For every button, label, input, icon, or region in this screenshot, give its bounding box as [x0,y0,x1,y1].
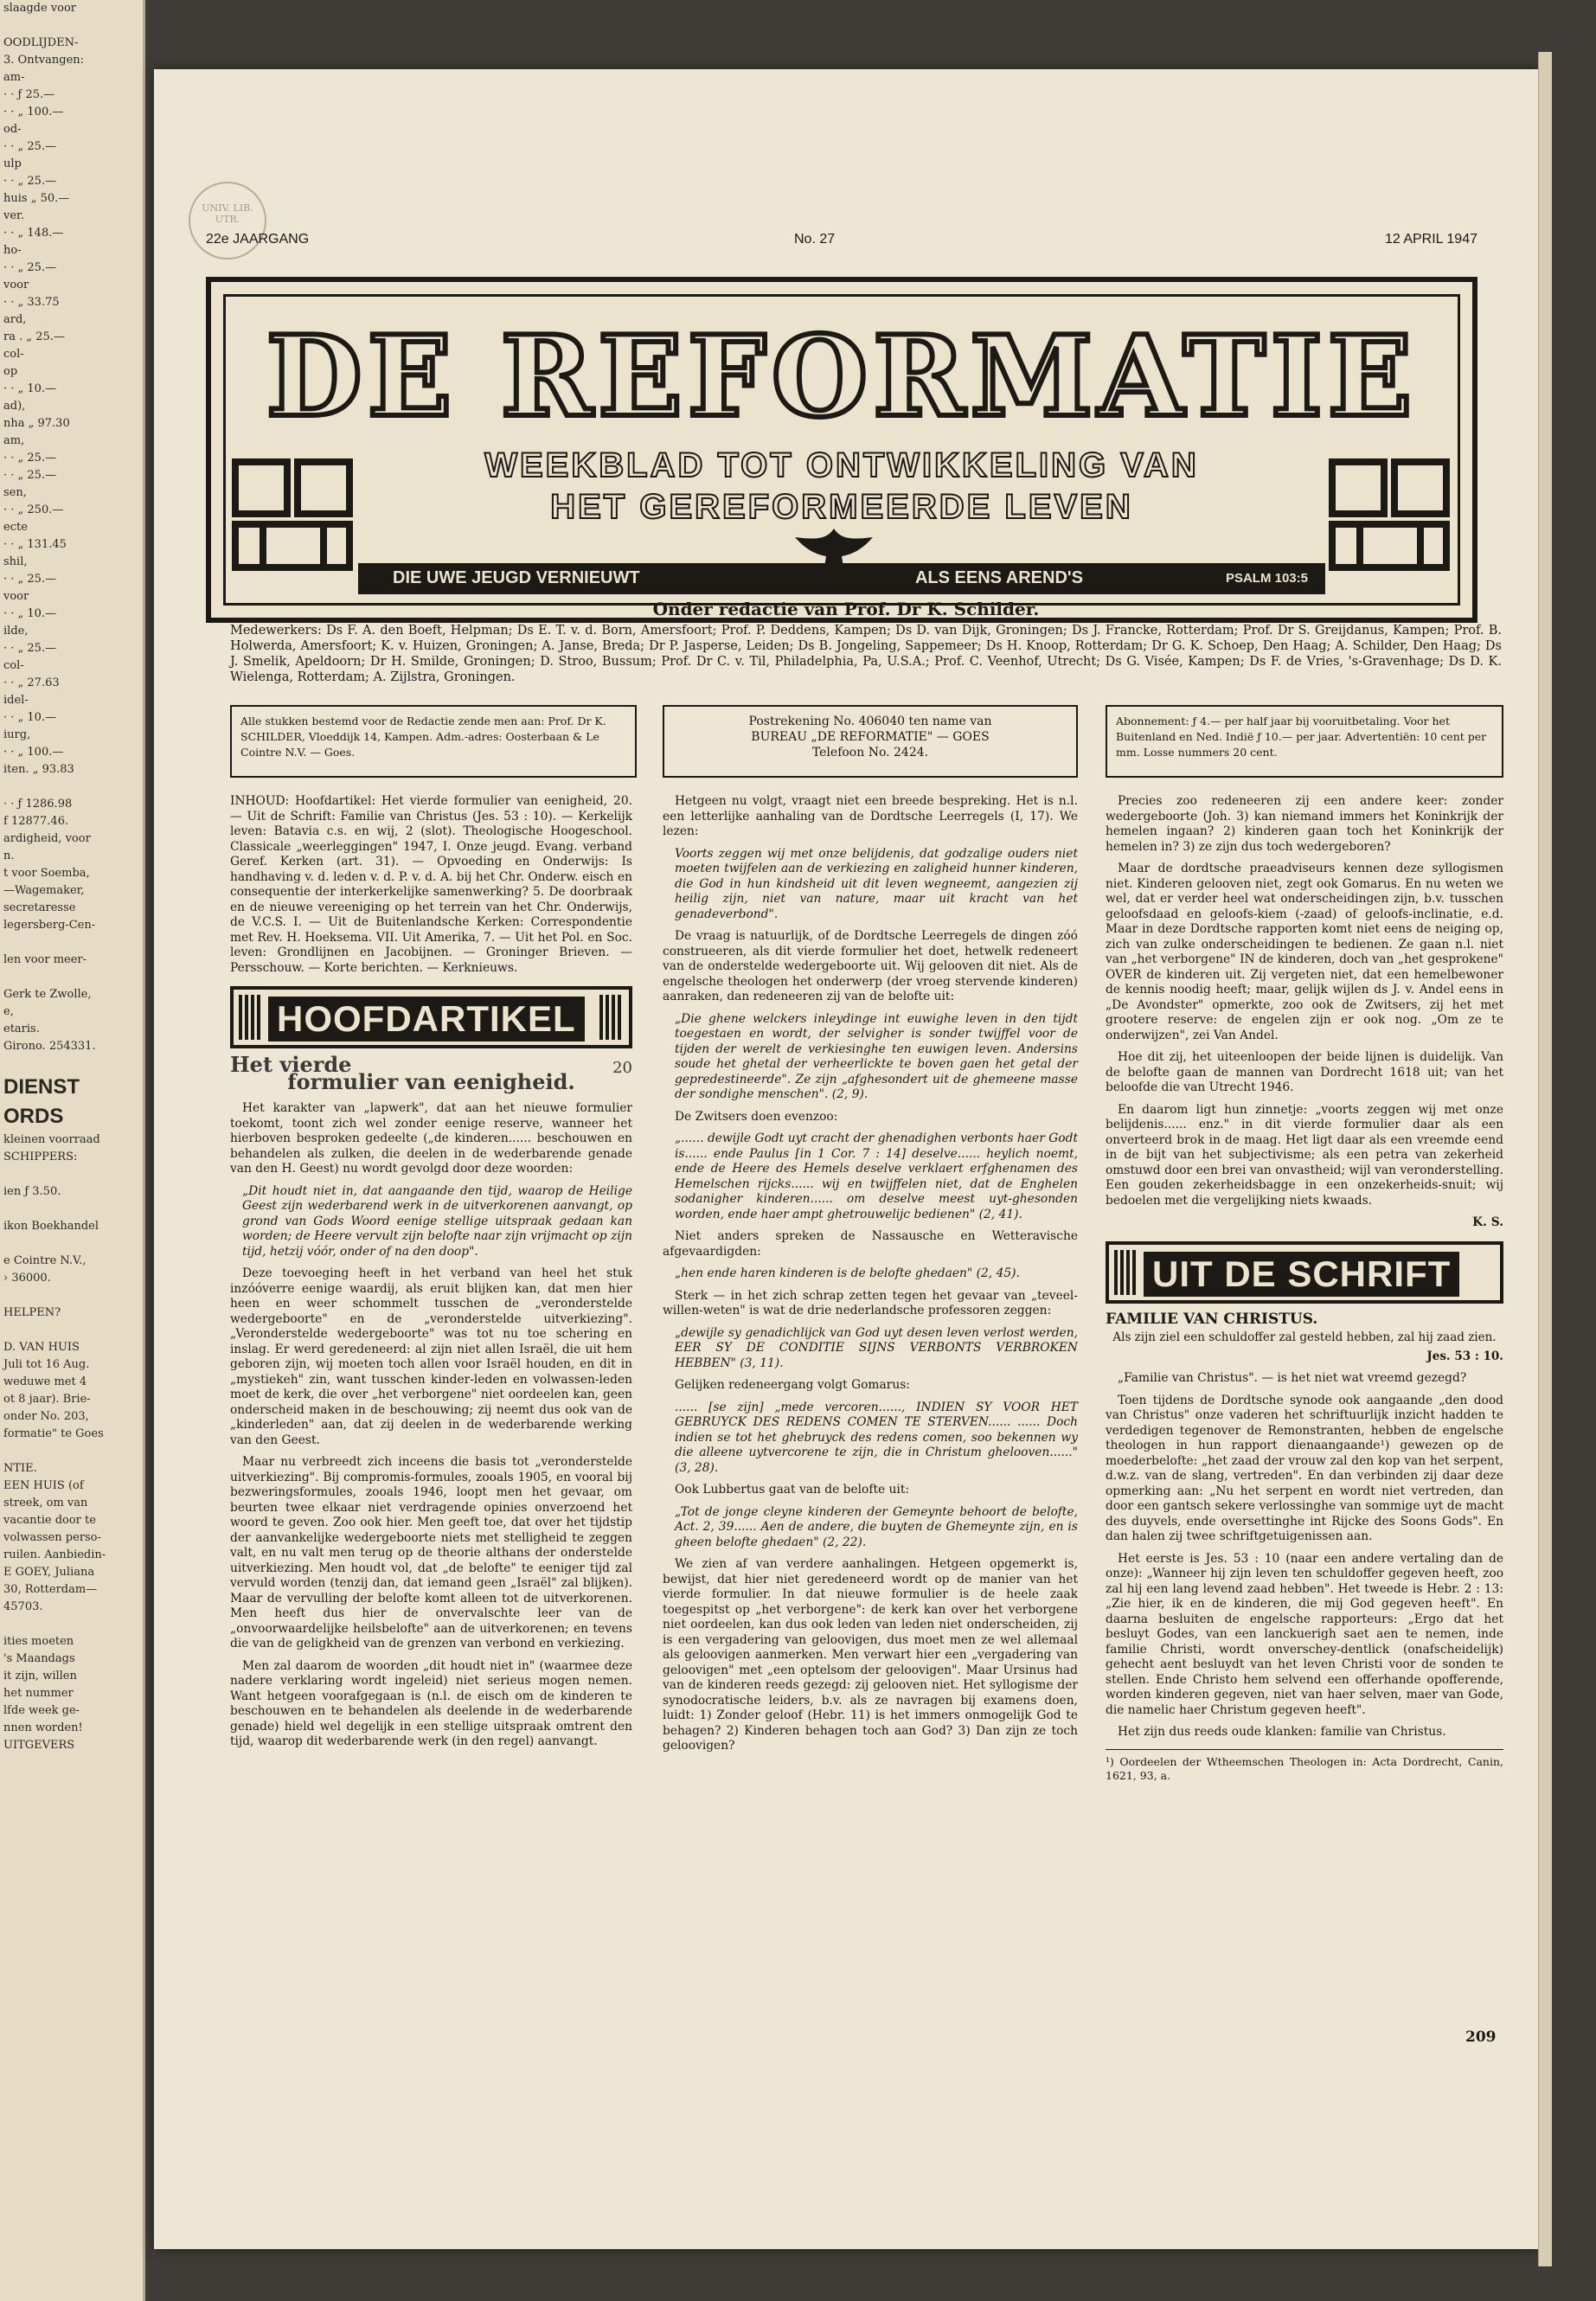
previous-page-line: 45703. [3,1600,43,1613]
previous-page-line [0,17,143,35]
section-paragraph: Toen tijdens de Dordtsche synode ook aangaande „den dood van Christus" onze vaderen het schriftuurlijk inzicht hadden te verdedigen tegenover de Remonstranten, hebben de engelsche theologen in hun rapport dienaangaande¹) gewezen op de moederbelofte: „het zaad der vrouw zal den kop van het serpent, d.w.z. van de slang, vertreden". En dan verbinden zij daar deze opmerking aan: „Nu het serpent en wordt niet vertreden, dan door een gantsch sekere verlossinghe van sommige uyt de macht des duyvels, ende oversettinghe int Rijcke des Soons Gods". En dan halen zij twee schriftgetuigenissen aan. [1106,1393,1503,1543]
previous-page-line: ra . „ 25.— [3,330,65,343]
previous-page-line: idel- [3,694,29,707]
previous-page-line: col- [3,348,24,361]
masthead-subtitle-2: HET GEREFORMEERDE LEVEN [550,488,1133,526]
previous-page-line: am- [3,71,25,84]
previous-page-line: Juli tot 16 Aug. [3,1358,90,1371]
previous-page-line: · · ƒ 1286.98 [3,798,73,811]
editor-line: Onder redactie van Prof. Dr K. Schilder. [652,599,1040,619]
article-paragraph: Sterk — in het zich schrap zetten tegen het gevaar van „teveel-willen-weten" is wat de drie nederlandsche professoren zeggen: [663,1288,1078,1317]
previous-page-line: · · „ 25.— [3,175,57,188]
article-paragraph: De vraag is natuurlijk, of de Dordtsche Leerregels de dingen zóó construeeren, als dit vierde formulier het doet, hetwelk redeneert van de onderstelde wedergeboorte uit. Wij gelooven dit niet. Als de engelsche theologen het onderwerp (der vroeg stervende kinderen) aanraken, dan redeneeren zij van de belofte uit: [663,929,1078,1003]
previous-page-line: ecte [3,521,28,534]
previous-page-line: · · „ 25.— [3,452,57,465]
previous-page-line [0,1322,143,1339]
hoofdartikel-banner-text: HOOFDARTIKEL [268,997,585,1042]
previous-page-line: · · „ 25.— [3,261,57,274]
previous-page-line: · · „ 131.45 [3,538,67,551]
previous-page-line [0,969,143,986]
bible-reference: Jes. 53 : 10. [1426,1349,1503,1363]
previous-page-line: sen, [3,486,27,499]
article-paragraph: Maar de dordtsche praeadviseurs kennen deze syllogismen niet. Kinderen gelooven niet, zegt ook Gomarus. En nu weten we wel, dat er verder heel wat onderscheidingen zijn, b.v. tusschen geloofsdaad en geloofs-kiem (-zaad) of geloofs-inclinatie, e.d. Maar in deze Dordtsche rapporten komt niet eens de neiging op, zich van zulke onderscheidingen te bedienen. Ze gaan n.l. niet van „het verborgene" IN de kinderen, doch van „het gesprokene" OVER de kinderen uit. Zij vergeten niet, dat een hemelbewoner de kennis noodig heeft; maar, gelijk wijlen ds J. v. Andel eens in „De Avondster" opmerkte, zoo ook de Zwitsers, zij het met grootere reserve: de engelen zijn er ook nog. „Om ze te onderwijzen", zei Van Andel. [1106,862,1503,1042]
previous-page-line: DIENST [3,1075,80,1099]
newspaper-page [154,69,1538,2249]
previous-page-line: · · „ 27.63 [3,676,60,689]
previous-page-line: · · „ 10.— [3,382,57,395]
page-edge [1538,52,1552,2266]
article-paragraph: Men zal daarom de woorden „dit houdt niet in" (waarmee deze nadere verklaring wordt ingeleid) niet serieus mogen nemen. Want hetgeen voorafgegaan is (n.l. de eisch om de kinderen te beschouwen en te behandelen als deelende in de wederbarende genade) hield wel degelijk in een stellige uitspraak omtrent den tijd, waarop dit wederbarende werk (in den regel) aanvangt. [230,1658,632,1748]
issue-date: 12 APRIL 1947 [1384,232,1477,247]
previous-page-line: od- [3,123,22,136]
previous-page-line [0,1201,143,1218]
previous-page-line: it zijn, willen [3,1670,77,1682]
previous-page-line [0,1055,143,1073]
previous-page-line: ver. [3,209,24,222]
masthead-ornament-right-icon [1325,455,1455,576]
previous-page-line: · · „ 25.— [3,642,57,655]
article-quote: „Tot de jonge cleyne kinderen der Gemeynte behoort de belofte, Act. 2, 39...... Aen de andere, die buyten de Ghemeynte zijn, en is gheen belofte ghedaen" (2, 22). [675,1504,1078,1549]
previous-page-line: HELPEN? [3,1306,61,1319]
previous-page-line: › 36000. [3,1272,51,1285]
previous-page-line: weduwe met 4 [3,1375,87,1388]
previous-page-line: len voor meer- [3,953,87,966]
previous-page-line: · · „ 25.— [3,573,57,586]
previous-page-line: am, [3,434,25,447]
article-quote: „hen ende haren kinderen is de belofte ghedaen" (2, 45). [675,1266,1020,1280]
motto-left: DIE UWE JEUGD VERNIEUWT [393,568,640,587]
previous-page-line: lfde week ge- [3,1704,80,1717]
previous-page-line: OODLIJDEN- [3,36,79,49]
column-1 [230,794,632,1757]
previous-page-line: 's Maandags [3,1652,75,1665]
previous-page-line [0,1616,143,1633]
previous-page-line: n. [3,849,15,862]
article-paragraph: Hoe dit zij, het uiteenloopen der beide lijnen is duidelijk. Van de belofte gaan de mannen van Dordrecht 1618 uit; van het beloofde die van Utrecht 1946. [1106,1050,1503,1094]
previous-page-line: · · „ 10.— [3,607,57,620]
previous-page-line: shil, [3,555,28,568]
previous-page-line: Girono. 254331. [3,1040,96,1053]
article-paragraph: Deze toevoeging heeft in het verband van heel het stuk inzóóverre eenige waardij, als eruit blijken kan, dat men hier heen en weer schommelt tusschen de „veronderstelde wedergeboorte" en de „veronderstelde uitverkiezing". „Veronderstelde wedergeboorte" was tot nu toe schering en inslag. Er werd geredeneerd: al zijn niet allen Israël, die uit hem geboren zijn, wij moeten toch allen voor Israël houden, en dit in „mystiekeh" zin, want tusschen kinder-leden en volwassen-leden moet de kerk, die over „het verborgene" niet oordeelen kan, geen onderscheid maken in de beschouwing; zij neemt dus ook van de „kinderleden" aan, dat zij deelen in de wederbarende werking van den Geest. [230,1266,632,1447]
previous-page-line: ot 8 jaar). Brie- [3,1393,91,1406]
article-quote: „Die ghene welckers inleydinge int euwighe leven in den tijdt toegestaen en wordt, der selvigher is sonder twijffel voor de tijden der werelt de verkiesinghe ten euwigen leven. Andersins soude het ghetal der verheerlickte te boven gaen het getal der gepredestineerde". Ze zijn „afghesondert uit de ghemeene masse der sondighe menschen". (2, 9). [675,1011,1078,1101]
motto-right: ALS EENS AREND'S [914,568,1083,587]
previous-page-line: · · „ 25.— [3,140,57,153]
previous-page-line: UITGEVERS [3,1739,75,1752]
previous-page-line: iurg, [3,728,31,741]
previous-page-line: f 12877.46. [3,815,69,828]
masthead-subtitle-1: WEEKBLAD TOT ONTWIKKELING VAN [484,446,1199,484]
article-paragraph: Gelijken redeneergang volgt Gomarus: [675,1378,910,1392]
previous-page-line: · · „ 10.— [3,711,57,724]
previous-page-line: huis „ 50.— [3,192,70,205]
previous-page-line: D. VAN HUIS [3,1341,80,1354]
collaborators-list: Medewerkers: Ds F. A. den Boeft, Helpman; Ds E. T. v. d. Born, Amersfoort; Prof. P. Deddens, Kampen; Ds D. van Dijk, Groningen; Ds J. Francke, Rotterdam; Prof. Dr S. Greijdanus, Kampen; Prof. B. Holwerda, Amersfoort; K. v. Huizen, Groningen; A. Janse, Breda; Dr P. Jasperse, Leiden; Ds B. Jongeling, Sappemeer; Ds H. Knoop, Rotterdam; Dr G. K. Schoep, Den Haag; A. Schilder, Den Haag; Ds J. Smelik, Apeldoorn; Dr H. Smilde, Groningen; D. Stroo, Bussum; Prof. Dr C. v. Til, Philadelphia, Pa, U.S.A.; Prof. C. Veenhof, Utrecht; Ds G. Visée, Kampen; Ds F. de Vries, 's-Gravenhage; Ds D. K. Wielenga, Rotterdam; A. Zijlstra, Groningen. [230,624,1502,684]
previous-page-line: onder No. 203, [3,1410,89,1423]
previous-page-line: nha „ 97.30 [3,417,70,430]
previous-page-line: · · „ 33.75 [3,296,60,309]
article-paragraph: En daarom ligt hun zinnetje: „voorts zeggen wij met onze belijdenis...... enz." in dit vierde formulier daar als een onverteerd brok in de maag. Het ligt daar als een vreemde eend in de bijt van het subjectivisme; als een petra van zekerheid omstuwd door een brei van onvastheid; wijl van veronderstelling. Een gouden zekerheidsbagge in een onzekerheids-snuit; wij bedoelen met die vergelijking niets kwaads. [1106,1102,1503,1208]
article-series-number: 20 [612,1059,632,1077]
previous-page-line: streek, om van [3,1497,88,1509]
uit-de-schrift-banner [1106,1241,1503,1304]
masthead-title: DE REFORMATIE [266,312,1418,442]
previous-page-line: nnen worden! [3,1721,83,1734]
previous-page-line: ikon Boekhandel [3,1220,99,1233]
previous-page-line: · · „ 148.— [3,227,64,240]
editorial-address-box: Alle stukken bestemd voor de Redactie zende men aan: Prof. Dr K. SCHILDER, Vloeddijk 14, Kampen. Adm.-adres: Oosterbaan & Le Cointre N.V. — Goes. [230,705,637,778]
previous-page-line: E GOEY, Juliana [3,1566,95,1579]
previous-page-line: · · ƒ 25.— [3,88,55,101]
previous-page-line: ruilen. Aanbiedin- [3,1548,106,1561]
previous-page-line: · · „ 25.— [3,469,57,482]
article-paragraph: De Zwitsers doen evenzoo: [675,1109,838,1124]
article-quote: „...... dewijle Godt uyt cracht der ghenadighen verbonts haer Godt is...... ende Paulus [in 1 Cor. 7 : 14] deselve...... heylich noemt, ende de Heere des Hemels deselve verklaert erfghenamen des Hemelschen rijcks...... wij en twijffelen niet, dat de Enghelen sodanigher kinderen...... om deselve meest uyt-ghesonden worden, ende haer ampt ghetrouwelijc bedienen" (2, 41). [675,1131,1078,1221]
column-3 [1106,794,1503,1783]
previous-page-line: e, [3,1005,14,1018]
table-of-contents: INHOUD: Hoofdartikel: Het vierde formulier van eenigheid, 20. — Uit de Schrift: Familie van Christus (Jes. 53 : 10). — Kerkelijk leven: Batavia c.s. en wij, 2 (slot). Theologische Hoogeschool. Classicale „weerleggingen" 1947, I. Onze jeugd. Evang. verband Geref. Kerken (art. 31). — Opvoeding en Onderwijs: Is handhaving v. d. leden v. d. P. v. d. A. bij het Chr. Onderw. eisch en consequentie der interkerkelijke samenwerking? 5. De doorbraak en de nieuwe vereeniging op het terrein van het Chr. Onderwijs, de V.C.S. I. — Uit de Buitenlandsche Kerken: Correspondentie met Rev. H. Hoeksema. VII. Uit Amerika, 7. — Uit het Pol. en Soc. leven: Grondlijnen en Jacobijnen. — Groninger Brieven. — Persschouw. — Korte berichten. — Kerknieuws. [230,794,632,975]
previous-page-line: · · „ 100.— [3,746,64,759]
previous-page-line: slaagde voor [3,2,77,15]
motto-psalm: PSALM 103:5 [1225,571,1308,586]
previous-page-line: ities moeten [3,1635,74,1648]
banner-stripes-left [239,995,263,1040]
masthead [206,277,1477,623]
previous-page-line [0,1166,143,1183]
masthead-motto-bar [358,563,1325,594]
previous-page-line: iten. „ 93.83 [3,763,74,776]
issue-row [206,232,1477,249]
previous-page-line: op [3,365,18,378]
previous-page-line: voor [3,590,29,603]
previous-page-line: NTIE. [3,1462,37,1475]
previous-page-line: 30, Rotterdam— [3,1583,98,1596]
issue-number: No. 27 [794,232,836,247]
previous-page-line: legersberg-Cen- [3,919,96,932]
previous-page-line [0,779,143,796]
previous-page-line: · · „ 100.— [3,106,64,119]
previous-page-line: t voor Soemba, [3,867,90,880]
postal-line-3: Telefoon No. 2424. [811,746,929,760]
previous-page-line [0,934,143,952]
section-paragraph: „Familie van Christus". — is het niet wat vreemd gezegd? [1118,1371,1467,1385]
previous-page-text [0,0,143,1754]
previous-page-line: 3. Ontvangen: [3,54,85,67]
previous-page-line [0,1287,143,1304]
section-title: FAMILIE VAN CHRISTUS. [1106,1310,1318,1328]
previous-page-line: e Cointre N.V., [3,1254,87,1267]
article-paragraph: Precies zoo redeneeren zij een andere keer: zonder wedergeboorte (Joh. 3) kan niemand immers het Koninkrijk der hemelen ingaan? 2) kinderen gaan toch het Koninkrijk der hemelen in? 3) ze zijn dus toch wedergeboren? [1106,794,1503,854]
previous-page-line [0,1235,143,1253]
previous-page-line: ho- [3,244,22,257]
previous-page-line: ORDS [3,1105,64,1128]
banner-stripes-left [1114,1250,1138,1295]
bible-motto: Als zijn ziel een schuldoffer zal gesteld hebben, zal hij zaad zien. [1112,1330,1497,1344]
uit-de-schrift-banner-text: UIT DE SCHRIFT [1144,1252,1459,1297]
previous-page-line: etaris. [3,1022,40,1035]
article-subtitle: formulier van eenigheid. [287,1068,575,1094]
article-paragraph: Maar nu verbreedt zich inceens die basis tot „veronderstelde uitverkiezing". Bij compromis-formules, zooals 1905, en vooral bij bezweringsformules, zooals 1946, loopt men het gevaar, om beurten twee elkaar niet verdragende opinies onverzoend het woord te geven. Zoo ook hier. Men geeft toe, dat over het tijdstip der aanvankelijke wedergeboorte niets met stelligheid te zeggen valt, en nu valt men terug op de theorie althans der onderstelde uitverkiezing. Men houdt vol, dat „de belofte" te eeniger tijd zal vervuld worden (tenzij dan, dat iemand geen „Israël" zal blijken). Maar de vervulling der belofte komt alleen tot de uitverkorenen. Men heeft dus hier de onvervalschte leer van de „onvoorwaardelijke heilsbelofte" aan de uitverkorenen; en tevens die van de geligkheid van de grenzen van verbond en verkiezing. [230,1455,632,1650]
page-number: 209 [1465,2029,1497,2046]
article-quote: ...... [se zijn] „mede vercoren......, INDIEN SY VOOR HET GEBRUYCK DES REDENS COMEN TE STERVEN...... ...... Doch indien se tot het ghebruyck des redens comen, soo bekennen wy die alleene uytvercorene te zijn, die in Christum ghelooven......" (3, 28). [675,1400,1078,1475]
library-stamp: UNIV. LIB. UTR. [189,182,266,260]
previous-page-line: ien ƒ 3.50. [3,1185,61,1198]
masthead-ornament-left-icon [228,455,358,576]
previous-page-line: SCHIPPERS: [3,1150,78,1163]
previous-page-line: kleinen voorraad [3,1133,100,1146]
previous-page-line [0,1443,143,1460]
section-paragraph: Het eerste is Jes. 53 : 10 (naar een andere vertaling dan de onze): „Wanneer hij zijn leven ten schuldoffer gegeven heeft, zoo zal hij een lang levend zaad hebben". Het tweede is Hebr. 2 : 13: „Zie hier, ik en de kinderen, die mij God gegeven heeft". En daarna besluiten de engelsche rapporteurs: „Ergo dat het besluyt Godes, van een lanckuerigh saet aen te nemen, inde familie Christi, wordt onverschey-dentlick (onafscheidelijk) gehecht aent besluydt van het leven Christi voor de sonden te stellen. Ende Christo hem selvend een offerhande opofferende, worden kinderen gegeven, niet van haer selven, maer van Gode, die namelic haer Christum gegeven heeft". [1106,1551,1503,1717]
section-paragraph: Het zijn dus reeds oude klanken: familie van Christus. [1118,1725,1446,1739]
article-paragraph: Ook Lubbertus gaat van de belofte uit: [675,1483,910,1497]
previous-page-line: vacantie door te [3,1514,96,1527]
hoofdartikel-banner [230,986,632,1048]
previous-page-line: EEN HUIS (of [3,1479,84,1492]
previous-page-line: ilde, [3,625,29,638]
postal-line-1: Postrekening No. 406040 ten name van [748,715,992,728]
postal-account-box [663,705,1078,778]
article-quote: Voorts zeggen wij met onze belijdenis, dat godzalige ouders niet moeten twijfelen aan de verkiezing en zaligheid hunner kinderen, die God in hun kindsheid uit dit leven wegneemt, aangezien zij heilig zijn, niet van nature, maar uit kracht van het genadeverbond". [675,846,1078,921]
previous-page-line: volwassen perso- [3,1531,101,1544]
previous-page-line: secretaresse [3,901,76,914]
postal-line-2: BUREAU „DE REFORMATIE" — GOES [751,730,990,744]
column-2 [663,794,1078,1761]
previous-page-line: col- [3,659,24,672]
article-paragraph: Niet anders spreken de Nassausche en Wetteravische afgevaardigden: [663,1229,1078,1259]
article-quote: „dewijle sy genadichlijck van God uyt desen leven verlost werden, EER SY DE CONDITIE SIJNS VERBONTS VERBROKEN HEBBEN" (3, 11). [675,1325,1078,1370]
previous-page-line: —Wagemaker, [3,884,85,897]
issue-year: 22e JAARGANG [206,232,310,247]
previous-page-line: ard, [3,313,27,326]
previous-page-line: formatie" te Goes [3,1427,104,1440]
footnote: ¹) Oordeelen der Wtheemschen Theologen in: Acta Dordrecht, Canin, 1621, 93, a. [1106,1749,1503,1783]
previous-page-strip [0,0,145,2301]
article-title-text: Het vierde [230,1052,352,1077]
previous-page-line: het nummer [3,1687,74,1700]
previous-page-line: Gerk te Zwolle, [3,988,92,1001]
article-quote: „Dit houdt niet in, dat aangaande den tijd, waarop de Heilige Geest zijn wederbarend werk in de uitverkorenen aanvangt, op grond van Gods Woord eenige stellige uitspraak gedaan kan worden; de Heere vervult zijn belofte naar zijn vrijmacht op zijn tijd, hetzij vóór, onder of na den doop". [242,1183,632,1259]
previous-page-line: voor [3,279,29,292]
previous-page-line: · · „ 250.— [3,503,64,516]
article-paragraph: We zien af van verdere aanhalingen. Hetgeen opgemerkt is, bewijst, dat hier niet geredeneerd wordt op de manier van het vierde formulier. In dat nieuwe formulier is de heele zaak toegespitst op „het verborgene": de kerk kan over het verborgene niet oordeelen, kan dus ook leden van leden niet onderscheiden, zij is een vergadering van geloovigen, dus moet men ze wel allemaal als geloovigen aanmerken. Men verwart hier een „vergadering van geloovigen" met „een optelsom der geloovigen". Maar Ursinus had van de kinderen reeds gezegd: zij gelooven niet. Het syllogisme der synodocratische leiders, b.v. als ze navragen bij examens doen, luidt: 1) Zonder geloof (Hebr. 11) is het immers onmogelijk God te behagen? 2) Kinderen behagen toch aan God? 3) Dan zijn ze toch geloovigen? [663,1557,1078,1753]
banner-stripes-right [599,995,624,1040]
previous-page-line: ad), [3,400,26,413]
previous-page-line: ardigheid, voor [3,832,91,845]
article-paragraph: Hetgeen nu volgt, vraagt niet een breede bespreking. Het is n.l. een letterlijke aanhaling van de Dordtsche Leerregels (I, 17). We lezen: [663,794,1078,838]
previous-page-line: ulp [3,157,22,170]
article-paragraph: Het karakter van „lapwerk", dat aan het nieuwe formulier toekomt, toont zich wel zonder eenige reserve, wanneer het hierboven besproken gedeelte („de kinderen...... beschouwen en behandelen als zulken, die deelen in de wederbarende genade van den H. Geest) nu wordt gevolgd door deze woorden: [230,1101,632,1176]
subscription-box: Abonnement: ƒ 4.— per half jaar bij vooruitbetaling. Voor het Buitenland en Ned. Indië ƒ 10.— per jaar. Advertentiën: 10 cent per mm. Losse nummers 20 cent. [1106,705,1503,778]
article-title [230,1052,632,1077]
article-signature: K. S. [1472,1215,1503,1229]
